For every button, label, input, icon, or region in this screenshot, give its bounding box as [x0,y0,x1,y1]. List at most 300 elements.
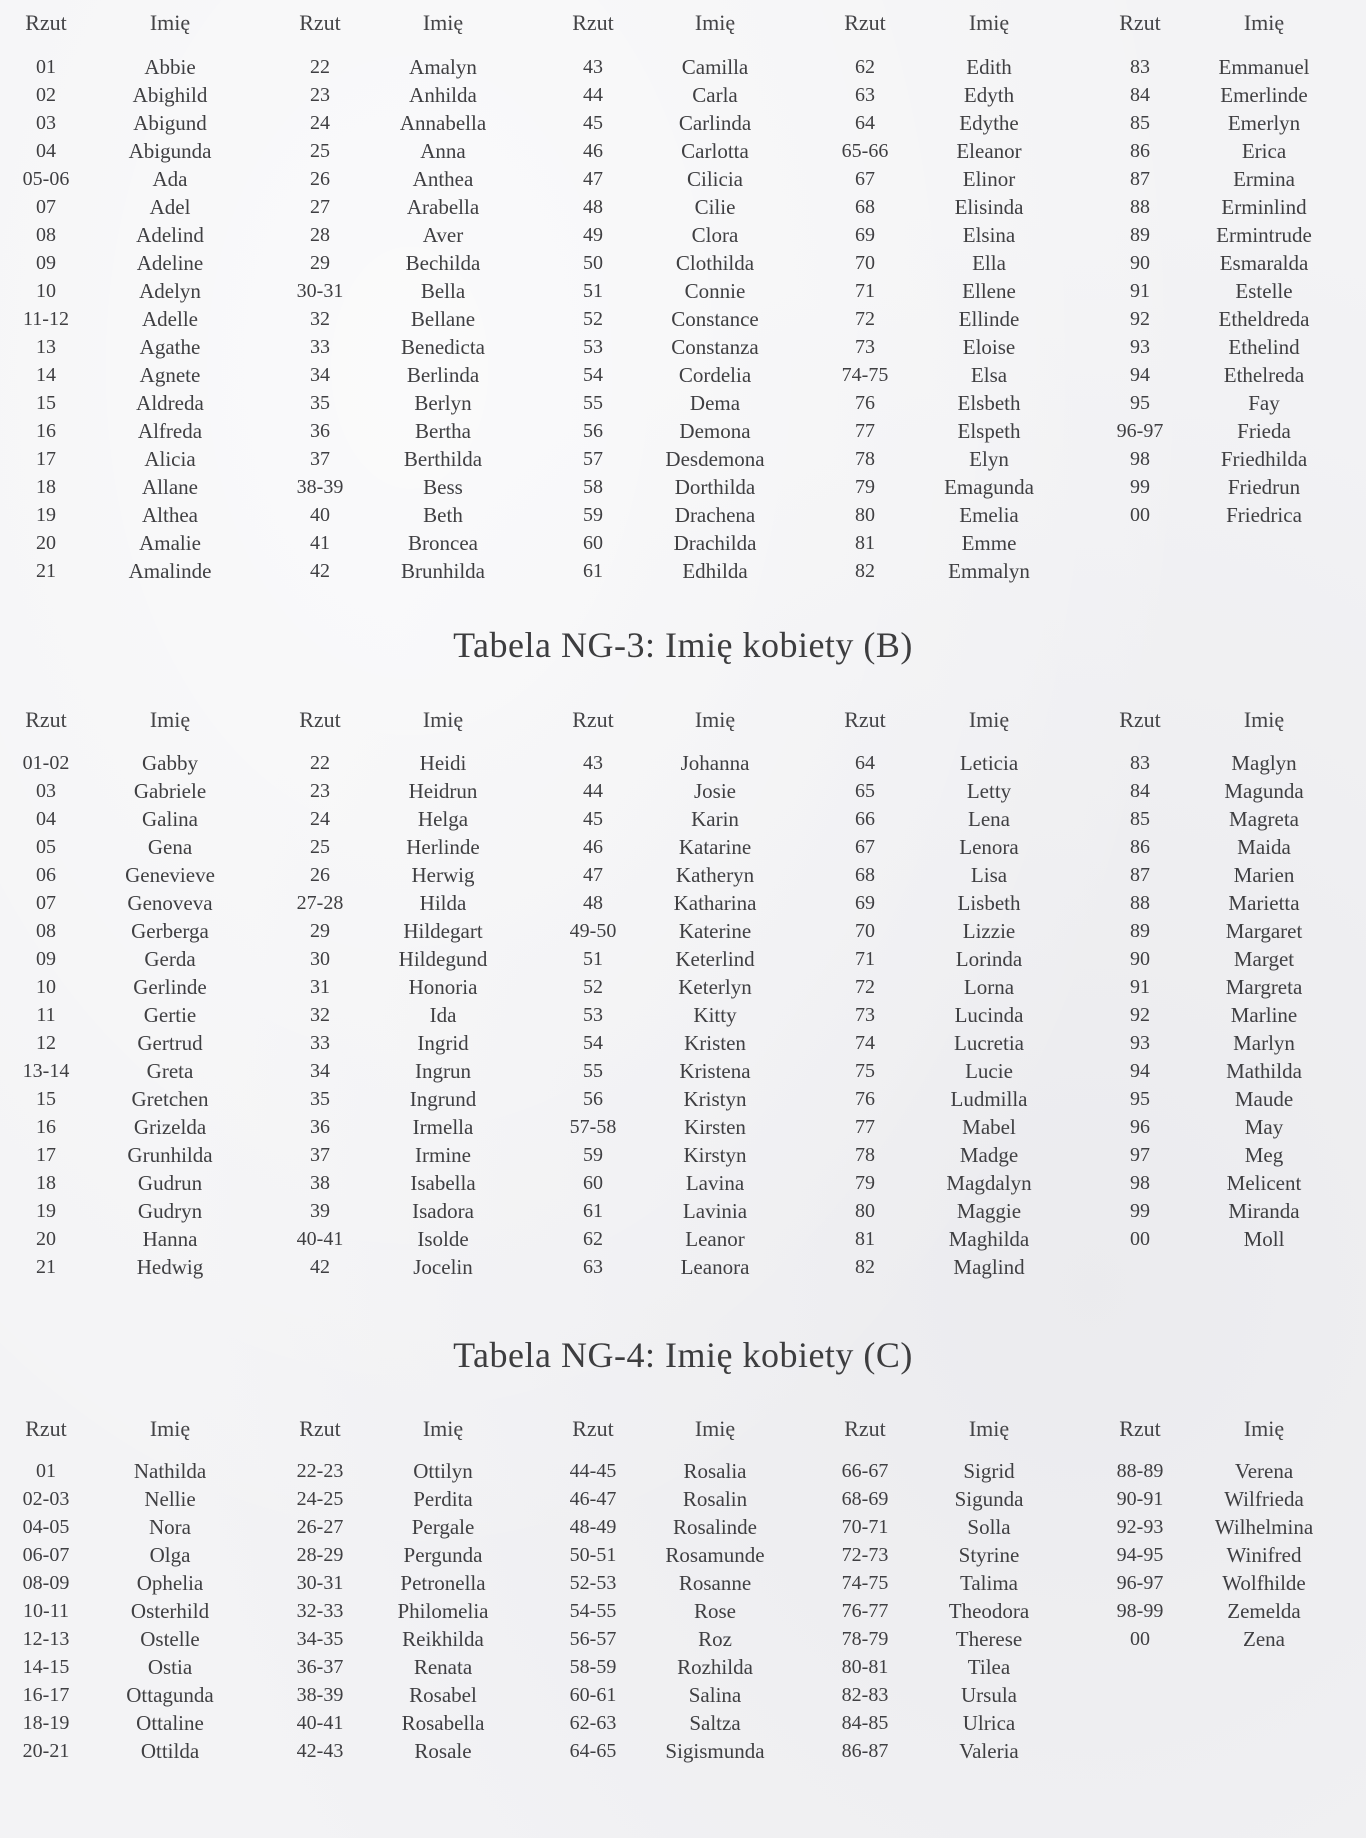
roll-value: 30-31 [296,280,344,302]
name-value: Ellinde [958,307,1020,331]
roll-value: 24 [310,112,330,134]
roll-value: 72 [855,308,875,330]
name-value: Edhilda [682,559,748,583]
roll-value: 07 [36,196,56,218]
name-value: Gretchen [131,1087,209,1111]
name-value: Ingrun [415,1059,471,1083]
roll-value: 21 [36,560,56,582]
roll-value: 25 [310,140,330,162]
column-header-name: Imię [968,10,1010,35]
roll-value: 41 [310,532,330,554]
name-value: Wilfrieda [1224,1487,1304,1511]
roll-value: 90 [1130,948,1150,970]
roll-value: 17 [36,1144,56,1166]
name-value: Gertrud [137,1031,203,1055]
name-value: Leanor [685,1227,745,1251]
name-value: Althea [142,503,198,527]
roll-value: 54 [583,1032,603,1054]
roll-value: 53 [583,336,603,358]
name-value: Friedhilda [1220,447,1308,471]
roll-value: 87 [1130,168,1150,190]
name-value: Hildegund [398,947,488,971]
name-value: Josie [694,779,736,803]
name-value: Sigismunda [665,1739,765,1763]
name-value: Solla [967,1515,1011,1539]
roll-value: 34 [310,364,330,386]
roll-value: 43 [583,56,603,78]
roll-value: 26 [310,168,330,190]
roll-value: 96-97 [1116,1572,1164,1594]
name-value: Emelia [959,503,1019,527]
roll-value: 28 [310,224,330,246]
roll-value: 58-59 [569,1656,617,1678]
roll-value: 85 [1130,112,1150,134]
column-header-name: Imię [1243,10,1285,35]
roll-value: 03 [36,112,56,134]
name-value: Greta [146,1059,194,1083]
column-header-name: Imię [422,707,464,732]
name-value: Bella [420,279,466,303]
name-value: Isolde [417,1227,469,1251]
roll-value: 42 [310,1256,330,1278]
name-value: Camilla [681,55,749,79]
roll-value: 31 [310,976,330,998]
name-value: Amalyn [409,55,477,79]
name-value: Allane [142,475,198,499]
roll-value: 66-67 [841,1460,889,1482]
name-value: Wilhelmina [1214,1515,1314,1539]
roll-value: 12-13 [22,1628,70,1650]
name-value: Philomelia [397,1599,489,1623]
name-value: Herlinde [406,835,480,859]
roll-value: 76 [855,1088,875,1110]
roll-value: 16-17 [22,1684,70,1706]
name-value: Rosalia [683,1459,747,1483]
roll-value: 68 [855,196,875,218]
name-value: Amalie [139,531,201,555]
column-header-name: Imię [149,10,191,35]
name-value: Emerlinde [1220,83,1308,107]
roll-value: 73 [855,336,875,358]
roll-value: 60 [583,1172,603,1194]
name-value: Irmella [412,1115,474,1139]
name-value: Lenora [959,835,1019,859]
name-value: Abigunda [128,139,212,163]
name-value: Therese [955,1627,1023,1651]
name-value: Cilie [694,195,736,219]
roll-value: 27 [310,196,330,218]
name-value: Mathilda [1226,1059,1302,1083]
name-value: Kristen [684,1031,746,1055]
roll-value: 73 [855,1004,875,1026]
name-value: Connie [684,279,746,303]
roll-value: 02 [36,84,56,106]
roll-value: 63 [855,84,875,106]
name-value: Herwig [411,863,475,887]
roll-value: 08 [36,224,56,246]
roll-value: 01 [36,56,56,78]
roll-value: 82-83 [841,1684,889,1706]
roll-value: 20-21 [22,1740,70,1762]
name-value: Salina [688,1683,742,1707]
name-value: Marget [1233,947,1295,971]
column-header-roll: Rzut [25,707,67,732]
name-value: Rosabella [401,1711,485,1735]
roll-value: 84 [1130,780,1150,802]
name-value: Leticia [959,751,1019,775]
roll-value: 63 [583,1256,603,1278]
roll-value: 88-89 [1116,1460,1164,1482]
name-value: Karin [691,807,739,831]
name-value: Constance [671,307,759,331]
name-value: Gerberga [131,919,209,943]
roll-value: 42-43 [296,1740,344,1762]
roll-value: 40 [310,504,330,526]
name-value: Arabella [406,195,480,219]
roll-value: 62 [583,1228,603,1250]
roll-value: 68 [855,864,875,886]
roll-value: 42 [310,560,330,582]
column-header-name: Imię [422,1416,464,1441]
roll-value: 17 [36,448,56,470]
name-value: Saltza [689,1711,741,1735]
column-header-roll: Rzut [844,10,886,35]
roll-value: 06-07 [22,1544,70,1566]
roll-value: 64 [855,752,875,774]
roll-value: 10 [36,280,56,302]
roll-value: 14 [36,364,56,386]
roll-value: 64-65 [569,1740,617,1762]
roll-value: 98-99 [1116,1600,1164,1622]
roll-value: 74-75 [841,364,889,386]
name-value: Genoveva [127,891,213,915]
name-value: Aver [422,223,464,247]
name-value: Beth [423,503,463,527]
roll-value: 22-23 [296,1460,344,1482]
name-value: Kitty [693,1003,737,1027]
name-value: Sigrid [963,1459,1015,1483]
column-header-roll: Rzut [1119,10,1161,35]
roll-value: 81 [855,532,875,554]
column-header-name: Imię [149,1416,191,1441]
roll-value: 03 [36,780,56,802]
roll-value: 70-71 [841,1516,889,1538]
name-value: Rosabel [409,1683,477,1707]
roll-value: 35 [310,1088,330,1110]
name-value: Johanna [680,751,750,775]
roll-value: 26-27 [296,1516,344,1538]
roll-value: 20 [36,532,56,554]
roll-value: 47 [583,168,603,190]
roll-value: 74-75 [841,1572,889,1594]
name-value: Nellie [144,1487,196,1511]
name-value: Estelle [1235,279,1293,303]
roll-value: 29 [310,920,330,942]
name-value: Rosale [414,1739,472,1763]
name-value: Ermina [1233,167,1295,191]
name-value: Berlyn [414,391,472,415]
roll-value: 24-25 [296,1488,344,1510]
roll-value: 56 [583,420,603,442]
roll-value: 11-12 [23,308,69,330]
column-header-roll: Rzut [572,707,614,732]
name-value: Maghilda [948,1227,1030,1251]
name-value: Lena [968,807,1010,831]
name-value: Magunda [1224,779,1304,803]
name-value: Rose [694,1599,736,1623]
roll-value: 33 [310,1032,330,1054]
roll-value: 69 [855,224,875,246]
roll-value: 08-09 [22,1572,70,1594]
name-value: Perdita [413,1487,473,1511]
name-value: Berthilda [403,447,483,471]
name-value: Maida [1237,835,1291,859]
roll-value: 79 [855,476,875,498]
name-value: Agnete [139,363,201,387]
roll-value: 88 [1130,196,1150,218]
name-value: Zemelda [1227,1599,1301,1623]
roll-value: 77 [855,420,875,442]
name-value: Renata [413,1655,473,1679]
name-value: Friedrun [1227,475,1301,499]
roll-value: 49 [583,224,603,246]
roll-value: 71 [855,280,875,302]
name-value: Emerlyn [1227,111,1301,135]
name-value: Ethelind [1228,335,1300,359]
name-value: Melicent [1226,1171,1302,1195]
roll-value: 67 [855,836,875,858]
roll-value: 11 [36,1004,56,1026]
column-header-name: Imię [1243,1416,1285,1441]
name-value: Magreta [1229,807,1299,831]
roll-value: 37 [310,1144,330,1166]
roll-value: 43 [583,752,603,774]
roll-value: 25 [310,836,330,858]
name-value: Maglyn [1231,751,1297,775]
name-value: Adel [149,195,191,219]
roll-value: 78-79 [841,1628,889,1650]
name-value: Theodora [948,1599,1030,1623]
roll-value: 34-35 [296,1628,344,1650]
name-value: Desdemona [665,447,765,471]
roll-value: 50-51 [569,1544,617,1566]
column-header-name: Imię [968,1416,1010,1441]
roll-value: 26 [310,864,330,886]
name-value: Ellene [962,279,1016,303]
roll-value: 60 [583,532,603,554]
roll-value: 52 [583,308,603,330]
name-value: Gena [147,835,193,859]
roll-value: 40-41 [296,1712,344,1734]
column-header-roll: Rzut [299,10,341,35]
name-value: Rosalinde [673,1515,757,1539]
name-value: Hanna [142,1227,198,1251]
roll-value: 61 [583,560,603,582]
roll-value: 35 [310,392,330,414]
name-value: Winifred [1226,1543,1302,1567]
roll-value: 30 [310,948,330,970]
name-value: Bess [423,475,463,499]
roll-value: 36 [310,1116,330,1138]
column-header-roll: Rzut [572,10,614,35]
name-value: Rosanne [678,1571,752,1595]
roll-value: 24 [310,808,330,830]
roll-value: 09 [36,948,56,970]
name-value: Alicia [144,447,196,471]
name-value: Elyn [969,447,1009,471]
roll-value: 51 [583,948,603,970]
name-value: Lavinia [682,1199,748,1223]
name-value: Gabriele [133,779,207,803]
roll-value: 32-33 [296,1600,344,1622]
name-value: Kristyn [683,1087,747,1111]
roll-value: 59 [583,504,603,526]
name-value: Edith [966,55,1012,79]
roll-value: 65 [855,780,875,802]
roll-value: 05 [36,836,56,858]
name-value: Keterlyn [678,975,752,999]
name-value: Katarine [678,835,752,859]
roll-value: 86 [1130,836,1150,858]
roll-value: 78 [855,448,875,470]
roll-value: 87 [1130,864,1150,886]
name-value: Lizzie [962,919,1016,943]
roll-value: 84 [1130,84,1150,106]
roll-value: 90-91 [1116,1488,1164,1510]
roll-value: 22 [310,56,330,78]
roll-value: 91 [1130,976,1150,998]
roll-value: 47 [583,864,603,886]
roll-value: 22 [310,752,330,774]
roll-value: 14-15 [22,1656,70,1678]
roll-value: 38-39 [296,1684,344,1706]
roll-value: 00 [1130,1228,1150,1250]
name-value: Elsa [970,363,1008,387]
name-value: Margaret [1225,919,1303,943]
name-value: Demona [679,419,751,443]
name-value: Friedrica [1226,503,1302,527]
name-value: Constanza [671,335,759,359]
roll-value: 45 [583,808,603,830]
roll-value: 68-69 [841,1488,889,1510]
roll-value: 13-14 [22,1060,70,1082]
roll-value: 92 [1130,1004,1150,1026]
roll-value: 85 [1130,808,1150,830]
roll-value: 59 [583,1144,603,1166]
column-header-roll: Rzut [25,10,67,35]
roll-value: 18 [36,1172,56,1194]
name-value: Gertie [143,1003,197,1027]
roll-value: 00 [1130,1628,1150,1650]
roll-value: 76 [855,392,875,414]
roll-value: 56-57 [569,1628,617,1650]
roll-value: 57 [583,448,603,470]
roll-value: 12 [36,1032,56,1054]
roll-value: 46 [583,140,603,162]
column-header-roll: Rzut [844,1416,886,1441]
roll-value: 44 [583,84,603,106]
roll-value: 55 [583,392,603,414]
roll-value: 57-58 [569,1116,617,1138]
roll-value: 74 [855,1032,875,1054]
name-value: Sigunda [954,1487,1024,1511]
name-value: Adelle [142,307,198,331]
name-value: Roz [698,1627,732,1651]
roll-value: 84-85 [841,1712,889,1734]
roll-value: 19 [36,1200,56,1222]
roll-value: 92 [1130,308,1150,330]
column-header-roll: Rzut [844,707,886,732]
name-value: Kirstyn [683,1143,747,1167]
name-value: Etheldreda [1218,307,1310,331]
roll-value: 32 [310,1004,330,1026]
table-title: Tabela NG-4: Imię kobiety (C) [453,1335,913,1375]
roll-value: 65-66 [841,140,889,162]
roll-value: 02-03 [22,1488,70,1510]
roll-value: 00 [1130,504,1150,526]
roll-value: 38-39 [296,476,344,498]
roll-value: 04 [36,140,56,162]
name-value: Emme [961,531,1017,555]
roll-value: 23 [310,84,330,106]
name-value: Anthea [412,167,474,191]
column-header-name: Imię [422,10,464,35]
name-value: Ingrund [409,1087,477,1111]
roll-value: 45 [583,112,603,134]
roll-value: 93 [1130,1032,1150,1054]
name-value: Emagunda [944,475,1034,499]
name-value: Eleanor [956,139,1022,163]
name-value: Jocelin [413,1255,473,1279]
roll-value: 29 [310,252,330,274]
name-value: Lisbeth [957,891,1021,915]
name-value: Ottilyn [413,1459,473,1483]
name-value: Valeria [959,1739,1019,1763]
roll-value: 66 [855,808,875,830]
name-value: Talima [959,1571,1019,1595]
name-value: Drachena [674,503,756,527]
roll-value: 80 [855,504,875,526]
roll-value: 07 [36,892,56,914]
name-value: Ella [972,251,1006,275]
name-value: Moll [1243,1227,1285,1251]
roll-value: 48 [583,196,603,218]
name-value: Pergale [411,1515,475,1539]
name-value: Nathilda [133,1459,207,1483]
roll-value: 81 [855,1228,875,1250]
roll-value: 86 [1130,140,1150,162]
name-value: Isabella [410,1171,476,1195]
roll-value: 16 [36,1116,56,1138]
roll-value: 58 [583,476,603,498]
roll-value: 19 [36,504,56,526]
name-value: Bechilda [405,251,481,275]
roll-value: 15 [36,1088,56,1110]
roll-value: 56 [583,1088,603,1110]
name-value: Miranda [1228,1199,1300,1223]
name-value: Cilicia [687,167,743,191]
name-value: May [1244,1115,1284,1139]
column-header-name: Imię [1243,707,1285,732]
name-value: Reikhilda [402,1627,484,1651]
name-value: Erminlind [1221,195,1307,219]
roll-value: 64 [855,112,875,134]
roll-value: 89 [1130,224,1150,246]
name-value: Rozhilda [677,1655,753,1679]
name-value: Ottagunda [126,1683,214,1707]
name-value: Heidi [419,751,467,775]
roll-value: 21 [36,1256,56,1278]
